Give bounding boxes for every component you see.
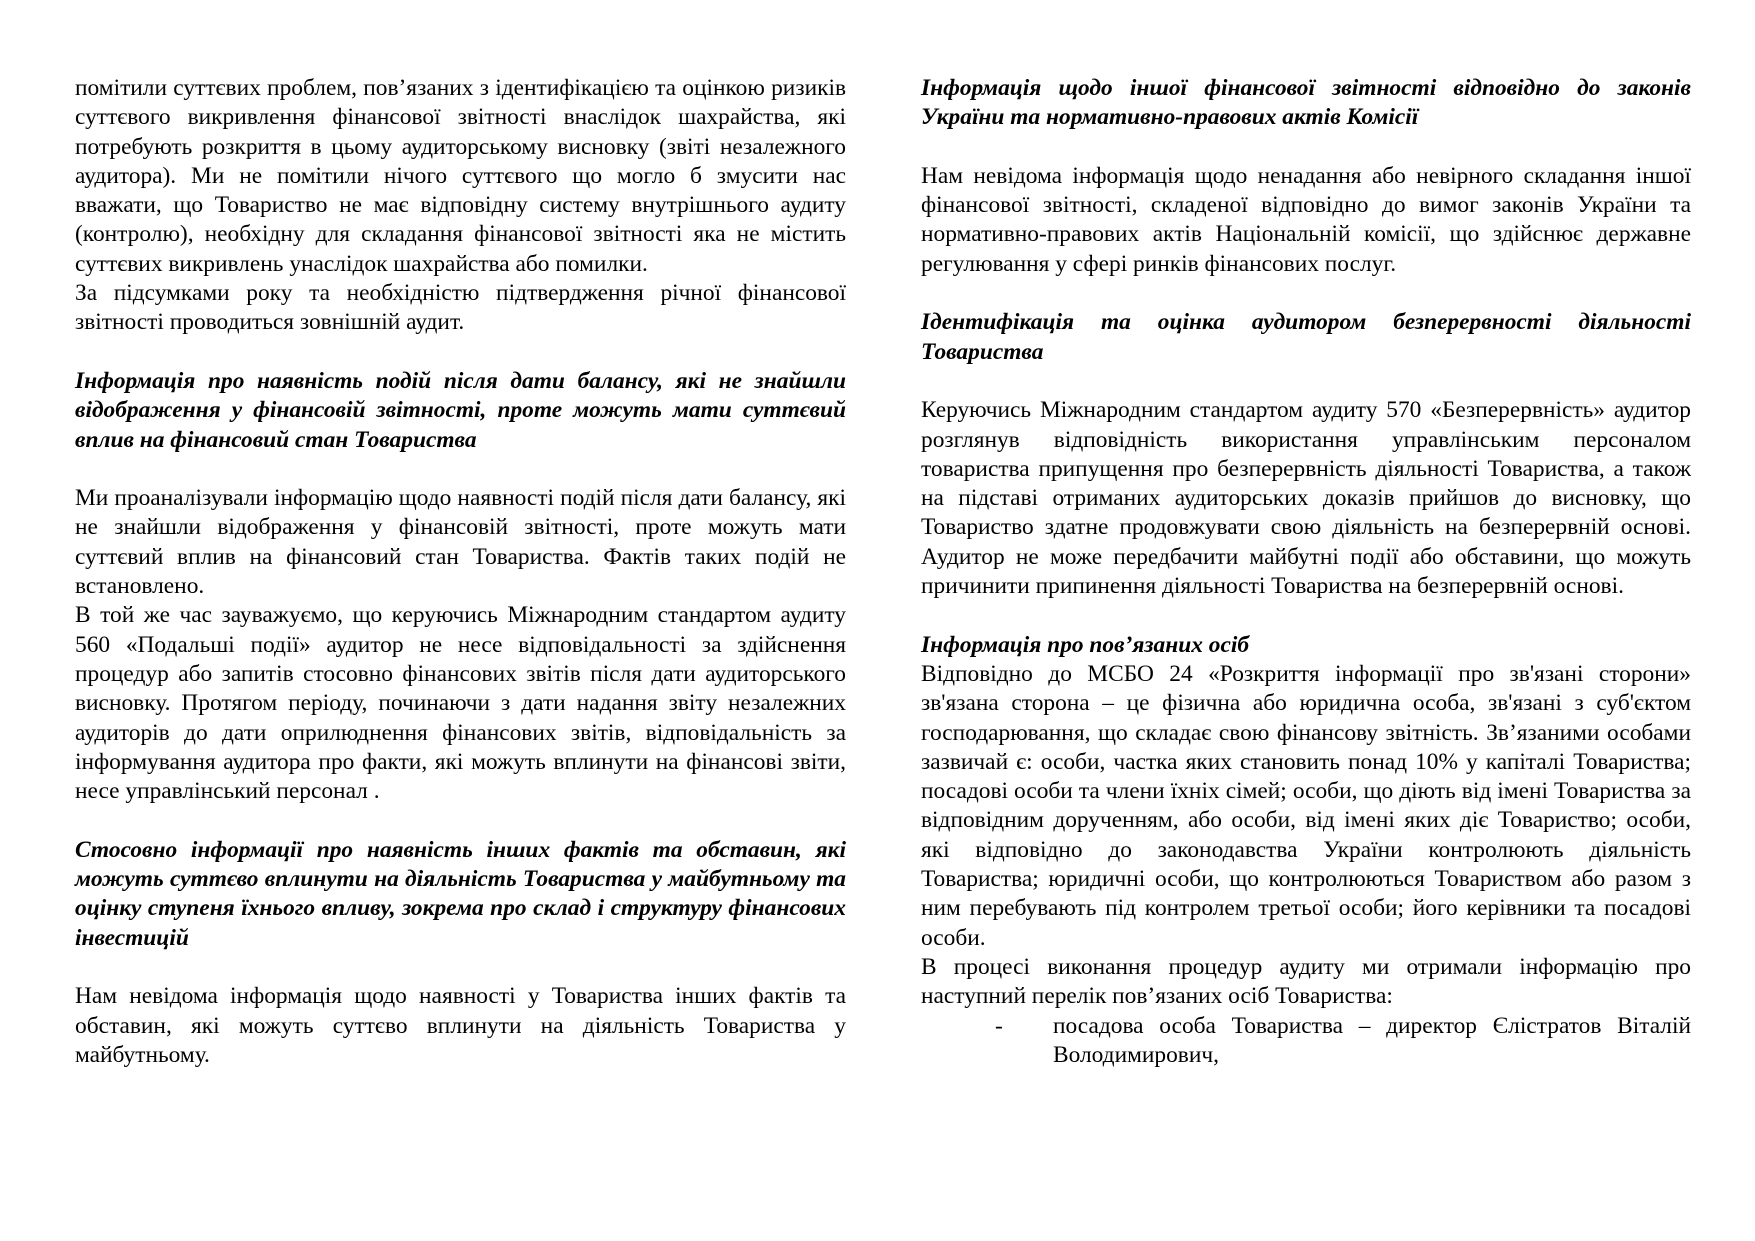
left-column [75,74,846,1070]
spacer [75,806,846,835]
right-column [921,74,1691,1070]
spacer [921,133,1691,162]
spacer [921,601,1691,630]
left-paragraph-4: В той же час зауважуємо, що керуючись Міжнародним стандартом аудиту 560 «Подальші події» аудитор не несе відповідальності за здійснення процедур або запитів стосовно фінансових звітів після дати аудиторського висновку. Протягом періоду, починаючи з дати надання звіту незалежних аудиторів до дати оприлюднення фінансових звітів, відповідальність за інформування аудитора про факти, які можуть вплинути на фінансові звіти, несе управлінський персонал . [75,602,846,805]
right-paragraph-1: Нам невідома інформація щодо ненадання або невірного складання іншої фінансової звітності, складеної відповідно до вимог законів України та нормативно-правових актів Національній комісії, що здійснює державне регулювання у сфері ринків фінансових послуг. [921,162,1691,277]
right-paragraph-3: Відповідно до МСБО 24 «Розкриття інформації про зв'язані сторони» зв'язана сторона – це фізична або юридична особа, зв'язані з суб'єктом господарювання, що складає свою фінансову звітність. Зв’язаними особами зазвичай є: особи, частка яких становить понад 10% у капіталі Товариства; посадові особи та члени їхніх сімей; особи, що діють від імені Товариства за відповідним дорученням, або особи, від імені яких діє Товариство; особи, які відповідно до законодавства України контролюють діяльність Товариства; юридичні особи, що контролюються Товариством або разом з ним перебувають під контролем третьої особи; його керівники та посадові особи. [921,660,1691,951]
list-dash-marker: - [995,1012,1003,1039]
spacer [75,338,846,367]
right-paragraph-2: Керуючись Міжнародним стандартом аудиту 570 «Безперервність» аудитор розглянув відповідність використання управлінським персоналом товариства припущення про безперервність діяльності Товариства, а також на підставі отриманих аудиторських доказів прийшов до висновку, що Товариство здатне продовжувати свою діяльність на безперервній основі. Аудитор не може передбачити майбутні події або обставини, що можуть причинити припинення діяльності Товариства на безперервній основі. [921,397,1691,600]
spacer [75,953,846,982]
heading-going-concern: Ідентифікація та оцінка аудитором безперервності діяльності Товариства [921,309,1691,365]
left-paragraph-5: Нам невідома інформація щодо наявності у Товариства інших фактів та обставин, які можуть суттєво вплинути на діяльність Товариства у майбутньому. [75,983,846,1068]
spacer [921,367,1691,396]
heading-other-reporting: Інформація щодо іншої фінансової звітності відповідно до законів України та нормативно-правових актів Комісії [921,75,1691,131]
list-item-text: посадова особа Товариства – директор Єлістратов Віталій Володимирович, [1053,1012,1691,1068]
heading-related-parties: Інформація про пов’язаних осіб [921,631,1250,658]
left-paragraph-1: помітили суттєвих проблем, пов’язаних з ідентифікацією та оцінкою ризиків суттєвого викривлення фінансової звітності внаслідок шахрайства, які потребують розкриття в цьому аудиторському висновку (звіті незалежного аудитора). Ми не помітили нічого суттєвого що могло б змусити нас вважати, що Товариство не має відповідну систему внутрішнього аудиту (контролю), необхідну для складання фінансової звітності яка не містить суттєвих викривлень унаслідок шахрайства або помилки. [75,75,846,277]
spacer [75,455,846,484]
left-paragraph-2: За підсумками року та необхідністю підтвердження річної фінансової звітності проводиться зовнішній аудит. [75,280,846,336]
right-paragraph-4: В процесі виконання процедур аудиту ми отримали інформацію про наступний перелік пов’язаних осіб Товариства: [921,953,1691,1010]
spacer [921,279,1691,308]
left-paragraph-3: Ми проаналізували інформацію щодо наявності подій після дати балансу, які не знайшли відображення у фінансовій звітності, проте можуть мати суттєвий вплив на фінансовий стан Товариства. Фактів таких подій не встановлено. [75,485,846,600]
related-party-list-item [995,1012,1691,1071]
heading-other-facts: Стосовно інформації про наявність інших фактів та обставин, які можуть суттєво вплинути на діяльність Товариства у майбутньому та оцінку ступеня їхнього впливу, зокрема про склад і структуру фінансових інвестицій [75,836,846,951]
heading-post-balance-events: Інформація про наявність подій після дати балансу, які не знайшли відображення у фінансовій звітності, проте можуть мати суттєвий вплив на фінансовий стан Товариства [75,367,846,453]
